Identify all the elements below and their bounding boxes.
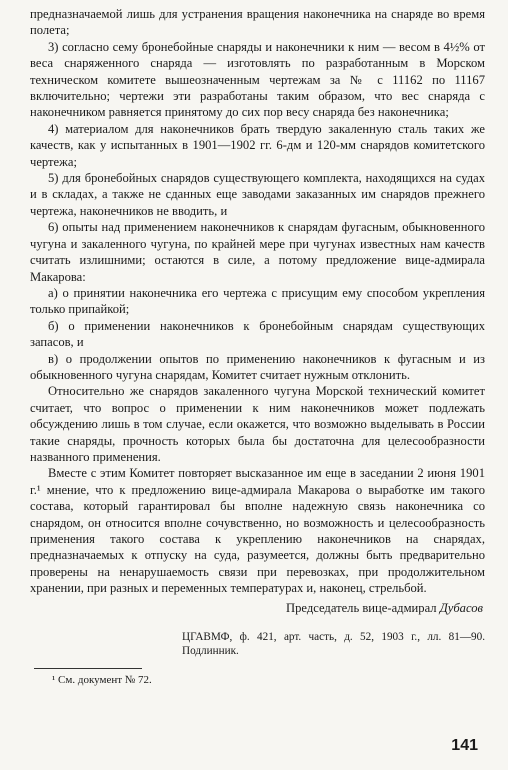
document-page bbox=[30, 6, 485, 687]
paragraph-item-6: 6) опыты над применением наконечников к снарядам фугасным, обыкновенного чугуна и закаленного чугуна, по крайней мере при чугунах известных нам качеств считать излишними; остаются в силе, а потому предложение вице-адмирала Макарова: bbox=[30, 220, 485, 284]
paragraph-chilled-iron: Относительно же снарядов закаленного чугуна Морской технический комитет считает, что вопрос о применении к ним наконечников может подлежать обсуждению лишь в том случае, если окажется, что возможно выделывать в России такие снаряды, прочность которых была бы достаточна для целесообразности названного применения. bbox=[30, 384, 485, 464]
archive-reference: ЦГАВМФ, ф. 421, арт. часть, д. 52, 1903 г., лл. 81—90. Подлинник. bbox=[182, 631, 485, 658]
paragraph-item-3: 3) согласно сему бронебойные снаряды и наконечники к ним — весом в 4½% от веса снаряженного снаряда — изготовлять по разработанным в Морском техническом комитете вышеозначенным чертежам за № с 11162 по 11167 включительно; чертежи эти разработаны таким образом, что вес снаряда с наконечником равняется принятому до сих пор весу снаряда без наконечника; bbox=[30, 39, 485, 120]
paragraph-item-5: 5) для бронебойных снарядов существующего комплекта, находящихся на судах и в складах, а также не сданных еще заводами заказанных им снарядов прежнего чертежа, наконечников не вводить, и bbox=[30, 171, 485, 218]
signature-title: Председатель вице-адмирал bbox=[286, 600, 440, 615]
page-number: 141 bbox=[451, 737, 478, 754]
paragraph-item-4: 4) материалом для наконечников брать твердую закаленную сталь таких же качеств, как у испытанных в 1901—1902 гг. 6-дм и 120-мм снарядов комитетского чертежа; bbox=[30, 121, 485, 169]
subitem-a: а) о принятии наконечника его чертежа с присущим ему способом укрепления только припайкой; bbox=[30, 285, 485, 317]
footnote: ¹ См. документ № 72. bbox=[52, 674, 152, 687]
subitem-v: в) о продолжении опытов по применению наконечников к фугасным и из обыкновенного чугуна снарядам, Комитет считает нужным отклонить. bbox=[30, 351, 485, 382]
signature-name: Дубасов bbox=[439, 600, 483, 615]
footnote-divider bbox=[34, 668, 142, 669]
subitem-b: б) о применении наконечников к бронебойным снарядам существующих запасов, и bbox=[30, 318, 485, 350]
signature-line bbox=[30, 600, 485, 616]
paragraph-committee-opinion: Вместе с этим Комитет повторяет высказанное им еще в заседании 2 июня 1901 г.¹ мнение, что к предложению вице-адмирала Макарова о выработке им такого состава, который гарантировал бы вполне надежную связь наконечника со снарядом, он относится вполне сочувственно, но возможность и целесообразность применения такого состава к укреплению наконечников на снарядах, предназначаемых к отпуску на суда, разумеется, должны быть предварительно проверены на ненарушаемость связи при перевозках, при продолжительном хранении, при разных и переменных температурах и, наконец, стрельбой. bbox=[30, 466, 485, 596]
paragraph-continuation: предназначаемой лишь для устранения вращения наконечника на снаряде во время полета; bbox=[30, 7, 485, 38]
